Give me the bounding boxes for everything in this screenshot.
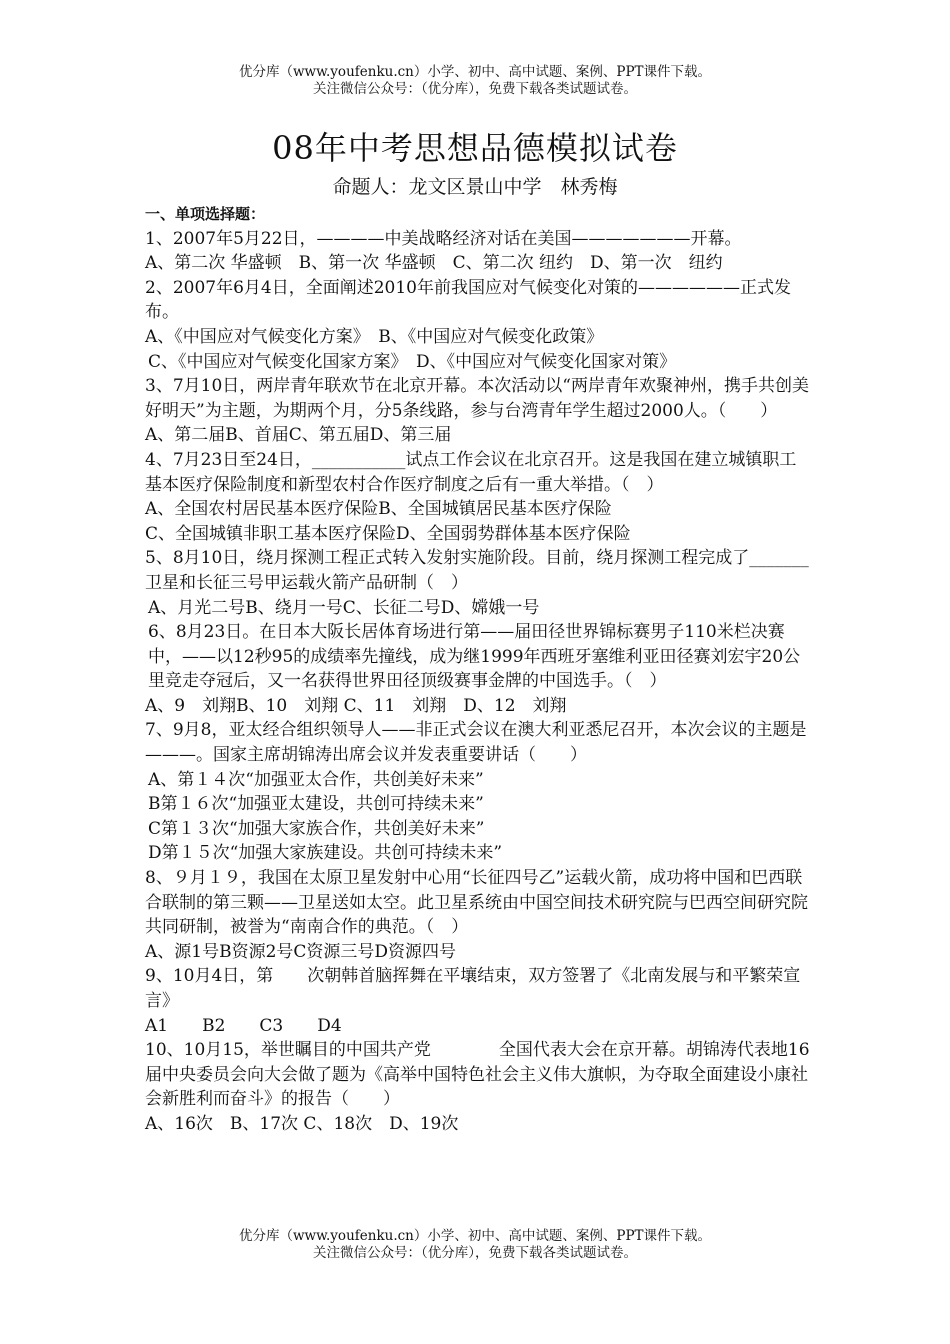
footer-line-2: 关注微信公众号：（优分库），免费下载各类试题试卷。	[313, 1245, 637, 1261]
question-7-option-d: D第１５次“加强大家族建设。共创可持续未来”	[148, 843, 503, 864]
document-title: 08年中考思想品德模拟试卷	[272, 129, 678, 167]
header-line-2: 关注微信公众号：（优分库），免费下载各类试题试卷。	[313, 81, 637, 97]
question-7-stem: 7、9月8，亚太经合组织领导人——非正式会议在澳大利亚悉尼召开，本次会议的主题是———。国家主席胡锦涛出席会议并发表重要讲话（ ）	[145, 720, 807, 766]
document-author: 命题人：龙文区景山中学 林秀梅	[332, 176, 618, 198]
question-5-stem: 5、8月10日，绕月探测工程正式转入发射实施阶段。目前，绕月探测工程完成了_______卫星和长征三号甲运载火箭产品研制（ ）	[145, 548, 809, 593]
page-footer	[0, 1228, 950, 1262]
question-9-stem: 9、10月4日，第 次朝韩首脑挥舞在平壤结束，双方签署了《北南发展与和平繁荣宣言》	[145, 966, 801, 1011]
page-header	[0, 64, 950, 98]
document-body	[145, 202, 810, 1137]
question-10-options: A、16次 B、17次 C、18次 D、19次	[145, 1113, 459, 1134]
question-4-options-cd: C、全国城镇非职工基本医疗保险D、全国弱势群体基本医疗保险	[145, 523, 631, 544]
question-3-options: A、第二届B、首届C、第五届D、第三届	[145, 425, 452, 446]
question-2-stem: 2、2007年6月4日，全面阐述2010年前我国应对气候变化对策的——————正式发布。	[145, 277, 791, 323]
question-4-stem: 4、7月23日至24日，___________试点工作会议在北京召开。这是我国在建立城镇职工基本医疗保险制度和新型农村合作医疗制度之后有一重大举措。（ ）	[145, 449, 797, 495]
question-4-options-ab: A、全国农村居民基本医疗保险B、全国城镇居民基本医疗保险	[145, 499, 612, 520]
question-6-stem: 6、8月23日。在日本大阪长居体育场进行第——届田径世界锦标赛男子110米栏决赛中，——以12秒95的成绩率先撞线，成为继1999年西班牙塞维利亚田径赛刘宏宇20公里竞走夺冠后，又一名获得世界田径顶级赛事金牌的中国选手。（ ）	[148, 622, 801, 692]
question-9-options: A1 B2 C3 D4	[145, 1015, 342, 1036]
question-8-stem: 8、９月１９，我国在太原卫星发射中心用“长征四号乙”运载火箭，成功将中国和巴西联合联制的第三颗——卫星送如太空。此卫星系统由中国空间技术研究院与巴西空间研究院共同研制，被誉为“南南合作的典范。（ ）	[145, 868, 808, 938]
question-1-stem: 1、2007年5月22日，————中美战略经济对话在美国———————开幕。	[145, 228, 742, 249]
question-1-options: A、第二次 华盛顿 B、第一次 华盛顿 C、第二次 纽约 D、第一次 纽约	[145, 253, 723, 274]
question-6-options: A、9 刘翔B、10 刘翔 C、11 刘翔 D、12 刘翔	[145, 695, 567, 716]
section-heading: 一、单项选择题：	[145, 205, 266, 223]
question-7-option-a: A、第１４次“加强亚太合作，共创美好未来”	[148, 769, 484, 790]
question-10-stem: 10、10月15，举世瞩目的中国共产党 全国代表大会在京开幕。胡锦涛代表地16届中央委员会向大会做了题为《高举中国特色社会主义伟大旗帜，为夺取全面建设小康社会新胜利而奋斗》的报告（ ）	[145, 1040, 810, 1110]
footer-line-1: 优分库（www.youfenku.cn）小学、初中、高中试题、案例、PPT课件下载。	[238, 1228, 712, 1244]
question-8-options: A、源1号B资源2号C资源三号D资源四号	[145, 941, 457, 962]
question-5-options: A、月光二号B、绕月一号C、长征二号D、嫦娥一号	[148, 597, 540, 618]
header-line-1: 优分库（www.youfenku.cn）小学、初中、高中试题、案例、PPT课件下载。	[238, 64, 712, 80]
question-2-options-ab: A、《中国应对气候变化方案》 B、《中国应对气候变化政策》	[145, 326, 604, 347]
question-2-options-cd: C、《中国应对气候变化国家方案》 D、《中国应对气候变化国家对策》	[148, 351, 677, 372]
question-7-option-c: C第１３次“加强大家族合作，共创美好未来”	[148, 818, 485, 839]
question-3-stem: 3、7月10日，两岸青年联欢节在北京开幕。本次活动以“两岸青年欢聚神州，携手共创美好明天”为主题，为期两个月，分5条线路，参与台湾青年学生超过2000人。（ ）	[145, 376, 809, 421]
question-7-option-b: B第１６次“加强亚太建设，共创可持续未来”	[148, 794, 484, 815]
